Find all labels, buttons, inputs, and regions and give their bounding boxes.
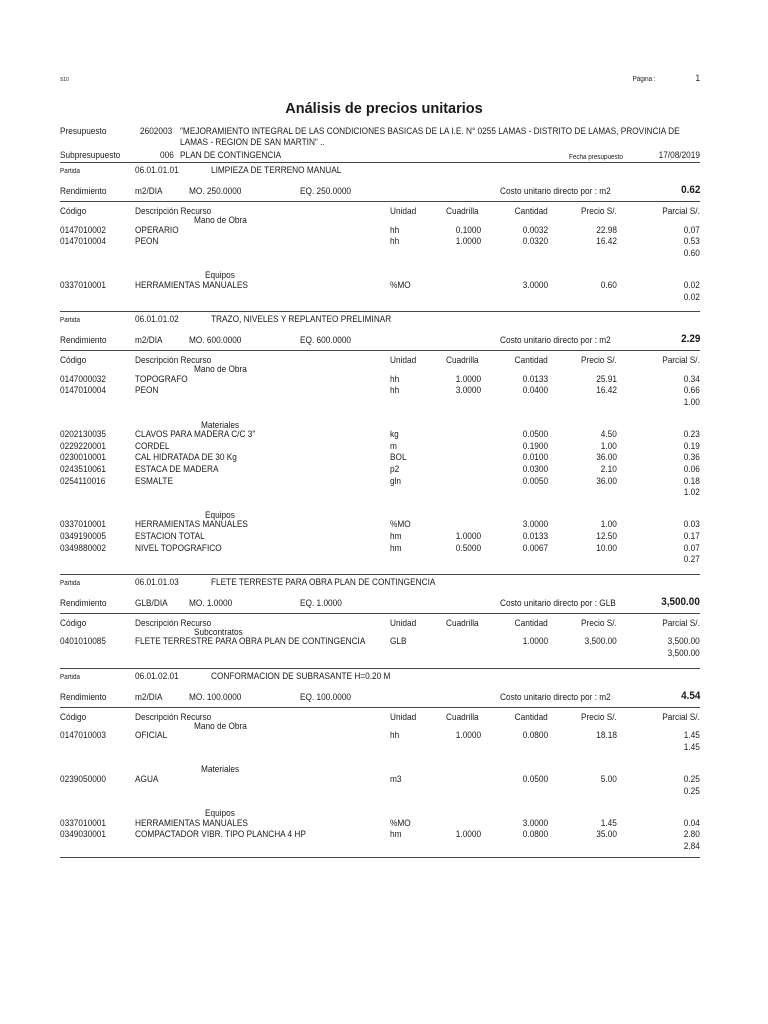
resource-descripcion: OFICIAL [135, 730, 168, 741]
rendimiento-eq: EQ. 250.0000 [300, 186, 352, 196]
group-subtotal: 3,500.00 [667, 648, 700, 658]
resource-codigo: 0202130035 [60, 429, 106, 440]
group-subtotal: 1.02 [683, 487, 700, 498]
resource-cantidad: 0.0500 [522, 429, 548, 440]
resource-precio: 36.00 [596, 475, 617, 486]
partida-top-rule [60, 668, 700, 669]
resource-precio: 3,500.00 [584, 636, 617, 647]
resource-parcial: 0.17 [683, 531, 700, 541]
resource-unidad: hh [390, 236, 400, 247]
group-subtotal: 2.84 [683, 841, 700, 851]
resource-unidad: p2 [390, 464, 400, 474]
rendimiento-mo: MO. 100.0000 [189, 691, 242, 702]
resource-cuadrilla: 1.0000 [455, 829, 481, 840]
costo-unitario-label: Costo unitario directo por : m2 [500, 691, 611, 702]
subpresupuesto-code: 006 [160, 150, 174, 160]
resource-precio: 12.50 [596, 531, 617, 541]
resource-group-title: Materiales [201, 764, 240, 775]
partida-name: TRAZO, NIVELES Y REPLANTEO PRELIMINAR [211, 314, 392, 325]
resource-parcial: 0.18 [683, 475, 700, 486]
resource-unidad: BOL [390, 452, 407, 463]
resource-unidad: hh [390, 224, 400, 235]
rendimiento-label: Rendimiento [60, 691, 107, 702]
resource-cantidad: 3.0000 [522, 280, 548, 290]
resource-unidad: m3 [390, 774, 402, 784]
rendimiento-unit: m2/DIA [135, 691, 163, 702]
subpresupuesto-description: PLAN DE CONTINGENCIA [180, 150, 282, 160]
resource-cantidad: 0.0800 [522, 829, 548, 840]
resource-cantidad: 0.0032 [522, 224, 548, 235]
column-header-precio: Precio S/. [581, 355, 617, 366]
page-bottom-rule [60, 857, 700, 858]
rendimiento-mo: MO. 1.0000 [189, 597, 233, 608]
column-header-codigo: Código [60, 355, 87, 366]
rendimiento-mo: MO. 250.0000 [189, 186, 242, 196]
subpresupuesto-label: Subpresupuesto [60, 150, 121, 160]
column-header-unidad: Unidad [390, 711, 417, 722]
resource-descripcion: HERRAMIENTAS MANUALES [135, 817, 248, 828]
column-header-codigo: Código [60, 617, 87, 628]
costo-unitario-label: Costo unitario directo por : GLB [500, 597, 616, 608]
resource-descripcion: ESMALTE [135, 475, 173, 486]
column-header-cuadrilla: Cuadrilla [446, 711, 479, 722]
resource-precio: 16.42 [596, 236, 617, 247]
partida-header-rule [60, 201, 700, 202]
rendimiento-eq: EQ. 1.0000 [300, 597, 342, 608]
group-subtotal: 1.45 [683, 741, 700, 752]
rendimiento-label: Rendimiento [60, 597, 107, 608]
resource-precio: 10.00 [596, 542, 617, 553]
resource-unidad: hh [390, 373, 400, 384]
resource-group-title: Mano de Obra [194, 215, 247, 225]
resource-precio: 4.50 [600, 429, 617, 440]
presupuesto-label: Presupuesto [60, 126, 107, 136]
resource-parcial: 0.04 [683, 817, 700, 828]
resource-cuadrilla: 0.5000 [455, 542, 481, 553]
resource-descripcion: OPERARIO [135, 224, 179, 235]
resource-codigo: 0337010001 [60, 280, 106, 290]
resource-descripcion: CLAVOS PARA MADERA C/C 3" [135, 429, 256, 440]
resource-codigo: 0239050000 [60, 774, 106, 784]
resource-parcial: 0.03 [683, 519, 700, 530]
resource-codigo: 0147000032 [60, 373, 106, 384]
partida-code: 06.01.01.01 [135, 165, 179, 175]
rendimiento-eq: EQ. 600.0000 [300, 335, 352, 346]
resource-codigo: 0147010002 [60, 224, 106, 235]
partida-label: Partida [60, 168, 80, 175]
resource-codigo: 0254110016 [60, 475, 106, 486]
column-header-descripcion: Descripción Recurso [135, 617, 212, 628]
resource-codigo: 0349880002 [60, 542, 106, 553]
group-subtotal: 0.60 [683, 247, 700, 258]
resource-precio: 1.00 [600, 519, 617, 530]
resource-group-title: Equipos [205, 270, 235, 281]
resource-precio: 16.42 [596, 385, 617, 396]
resource-cantidad: 0.0320 [522, 236, 548, 247]
partida-label: Partida [60, 673, 80, 681]
resource-descripcion: FLETE TERRESTRE PARA OBRA PLAN DE CONTINGENCIA [135, 636, 366, 647]
column-header-cuadrilla: Cuadrilla [446, 206, 479, 216]
resource-unidad: hh [390, 385, 400, 396]
column-header-codigo: Código [60, 711, 87, 722]
resource-precio: 18.18 [596, 730, 617, 741]
column-header-cuadrilla: Cuadrilla [446, 617, 479, 628]
resource-cantidad: 0.0133 [522, 531, 548, 541]
column-header-parcial: Parcial S/. [662, 617, 700, 628]
resource-unidad: hm [390, 542, 402, 553]
column-header-unidad: Unidad [390, 206, 417, 216]
resource-parcial: 0.25 [683, 774, 700, 784]
fecha-presupuesto-value: 17/08/2019 [658, 150, 700, 160]
presupuesto-description-line2: LAMAS - REGION DE SAN MARTIN" .. [180, 137, 325, 147]
resource-cuadrilla: 1.0000 [455, 373, 481, 384]
resource-codigo: 0243510061 [60, 464, 106, 474]
costo-unitario-label: Costo unitario directo por : m2 [500, 335, 611, 346]
partida-code: 06.01.01.02 [135, 314, 179, 325]
resource-group-title: Equipos [205, 808, 235, 819]
costo-unitario-value: 4.54 [680, 689, 700, 702]
resource-parcial: 0.34 [683, 373, 700, 384]
resource-cantidad: 1.0000 [522, 636, 548, 647]
resource-unidad: %MO [390, 519, 411, 530]
report-code: S10 [60, 77, 69, 83]
resource-cuadrilla: 3.0000 [455, 385, 481, 396]
resource-cantidad: 3.0000 [522, 519, 548, 530]
resource-codigo: 0349030001 [60, 829, 106, 840]
rendimiento-label: Rendimiento [60, 186, 107, 196]
resource-group-title: Mano de Obra [194, 364, 247, 375]
resource-group-title: Materiales [201, 419, 240, 430]
resource-precio: 36.00 [596, 452, 617, 463]
partida-code: 06.01.01.03 [135, 576, 179, 587]
partida-name: LIMPIEZA DE TERRENO MANUAL [211, 165, 342, 175]
partida-label: Partida [60, 579, 80, 587]
resource-group-title: Mano de Obra [194, 720, 247, 731]
column-header-cuadrilla: Cuadrilla [446, 355, 479, 366]
group-subtotal: 1.00 [683, 397, 700, 407]
column-header-parcial: Parcial S/. [662, 206, 700, 216]
resource-cuadrilla: 1.0000 [455, 730, 481, 741]
column-header-cantidad: Cantidad [514, 355, 548, 366]
resource-descripcion: ESTACA DE MADERA [135, 464, 219, 474]
resource-codigo: 0147010003 [60, 730, 106, 741]
resource-parcial: 2.80 [683, 829, 700, 840]
resource-parcial: 0.06 [683, 464, 700, 474]
resource-codigo: 0337010001 [60, 519, 106, 530]
resource-cantidad: 0.0100 [522, 452, 548, 463]
column-header-unidad: Unidad [390, 617, 417, 628]
resource-descripcion: AGUA [135, 774, 159, 784]
resource-unidad: %MO [390, 280, 411, 290]
column-header-parcial: Parcial S/. [662, 355, 700, 366]
resource-cantidad: 0.0300 [522, 464, 548, 474]
group-subtotal: 0.02 [683, 291, 700, 302]
resource-precio: 0.60 [600, 280, 617, 290]
resource-descripcion: HERRAMIENTAS MANUALES [135, 519, 248, 530]
resource-descripcion: HERRAMIENTAS MANUALES [135, 280, 248, 290]
partida-top-rule [60, 162, 700, 163]
rendimiento-unit: m2/DIA [135, 335, 163, 346]
resource-codigo: 0401010085 [60, 636, 106, 647]
costo-unitario-label: Costo unitario directo por : m2 [500, 186, 611, 196]
column-header-precio: Precio S/. [581, 617, 617, 628]
column-header-descripcion: Descripción Recurso [135, 206, 212, 216]
resource-descripcion: CAL HIDRATADA DE 30 Kg [135, 452, 237, 463]
rendimiento-label: Rendimiento [60, 335, 107, 346]
resource-parcial: 0.36 [683, 452, 700, 463]
column-header-unidad: Unidad [390, 355, 417, 366]
resource-descripcion: NIVEL TOPOGRAFICO [135, 542, 222, 553]
column-header-cantidad: Cantidad [514, 617, 548, 628]
resource-group-title: Equipos [205, 509, 235, 520]
resource-parcial: 1.45 [683, 730, 700, 741]
resource-cantidad: 0.0067 [522, 542, 548, 553]
resource-cuadrilla: 1.0000 [455, 531, 481, 541]
resource-precio: 2.10 [600, 464, 617, 474]
partida-code: 06.01.02.01 [135, 670, 179, 681]
resource-parcial: 0.23 [683, 429, 700, 440]
resource-cantidad: 0.0800 [522, 730, 548, 741]
resource-codigo: 0230010001 [60, 452, 106, 463]
presupuesto-description-line1: "MEJORAMIENTO INTEGRAL DE LAS CONDICIONES BASICAS DE LA I.E. N° 0255 LAMAS - DISTRITO DE LAMAS, PROVINCIA DE [180, 126, 680, 136]
group-subtotal: 0.27 [683, 554, 700, 565]
column-header-cantidad: Cantidad [514, 206, 548, 216]
partida-header-rule [60, 707, 700, 708]
resource-cantidad: 0.1900 [522, 440, 548, 451]
resource-cantidad: 0.0400 [522, 385, 548, 396]
partida-label: Partida [60, 317, 80, 325]
resource-unidad: kg [390, 429, 399, 440]
resource-parcial: 0.07 [683, 542, 700, 553]
partida-top-rule [60, 311, 700, 312]
resource-cuadrilla: 1.0000 [455, 236, 481, 247]
resource-parcial: 0.19 [683, 440, 700, 451]
resource-cantidad: 0.0050 [522, 475, 548, 486]
resource-descripcion: PEON [135, 385, 159, 396]
resource-unidad: %MO [390, 817, 411, 828]
resource-parcial: 0.66 [683, 385, 700, 396]
resource-cantidad: 3.0000 [522, 817, 548, 828]
column-header-precio: Precio S/. [581, 206, 617, 216]
costo-unitario-value: 0.62 [680, 184, 700, 196]
column-header-codigo: Código [60, 206, 87, 216]
partida-top-rule [60, 574, 700, 575]
resource-unidad: hm [390, 829, 402, 840]
group-subtotal: 0.25 [683, 785, 700, 796]
resource-codigo: 0147010004 [60, 385, 106, 396]
resource-parcial: 0.02 [683, 280, 700, 290]
column-header-precio: Precio S/. [581, 711, 617, 722]
resource-descripcion: COMPACTADOR VIBR. TIPO PLANCHA 4 HP [135, 829, 306, 840]
resource-precio: 5.00 [600, 774, 617, 784]
resource-group-title: Subcontratos [194, 626, 243, 637]
resource-descripcion: ESTACION TOTAL [135, 531, 205, 541]
resource-codigo: 0229220001 [60, 440, 106, 451]
column-header-descripcion: Descripción Recurso [135, 355, 212, 366]
page-label: Página : [632, 76, 656, 83]
presupuesto-code: 2602003 [140, 126, 173, 136]
page-number: 1 [695, 73, 700, 83]
column-header-parcial: Parcial S/. [662, 711, 700, 722]
page-title: Análisis de precios unitarios [285, 101, 483, 117]
rendimiento-mo: MO. 600.0000 [189, 335, 242, 346]
resource-unidad: GLB [390, 636, 407, 647]
resource-parcial: 3,500.00 [667, 636, 700, 647]
resource-descripcion: PEON [135, 236, 159, 247]
resource-codigo: 0349190005 [60, 531, 106, 541]
rendimiento-eq: EQ. 100.0000 [300, 691, 352, 702]
costo-unitario-value: 2.29 [680, 333, 700, 346]
resource-precio: 1.00 [600, 440, 617, 451]
resource-precio: 25.91 [596, 373, 617, 384]
resource-unidad: hh [390, 730, 400, 741]
resource-descripcion: TOPOGRAFO [135, 373, 188, 384]
costo-unitario-value: 3,500.00 [661, 595, 700, 608]
resource-precio: 1.45 [600, 817, 617, 828]
resource-unidad: gln [390, 475, 402, 486]
resource-precio: 35.00 [596, 829, 617, 840]
partida-name: CONFORMACION DE SUBRASANTE H=0.20 M [211, 670, 391, 681]
resource-cantidad: 0.0133 [522, 373, 548, 384]
rendimiento-unit: m2/DIA [135, 186, 163, 196]
fecha-presupuesto-label: Fecha presupuesto [569, 154, 623, 161]
resource-cantidad: 0.0500 [522, 774, 548, 784]
resource-unidad: hm [390, 531, 402, 541]
resource-codigo: 0147010004 [60, 236, 106, 247]
resource-unidad: m [390, 440, 397, 451]
resource-parcial: 0.53 [683, 236, 700, 247]
resource-descripcion: CORDEL [135, 440, 170, 451]
resource-cuadrilla: 0.1000 [455, 224, 481, 235]
resource-codigo: 0337010001 [60, 817, 106, 828]
column-header-descripcion: Descripción Recurso [135, 711, 212, 722]
column-header-cantidad: Cantidad [514, 711, 548, 722]
resource-parcial: 0.07 [683, 224, 700, 235]
partida-header-rule [60, 350, 700, 351]
resource-precio: 22.98 [596, 224, 617, 235]
rendimiento-unit: GLB/DIA [135, 597, 168, 608]
partida-name: FLETE TERRESTE PARA OBRA PLAN DE CONTINGENCIA [211, 576, 436, 587]
partida-header-rule [60, 613, 700, 614]
